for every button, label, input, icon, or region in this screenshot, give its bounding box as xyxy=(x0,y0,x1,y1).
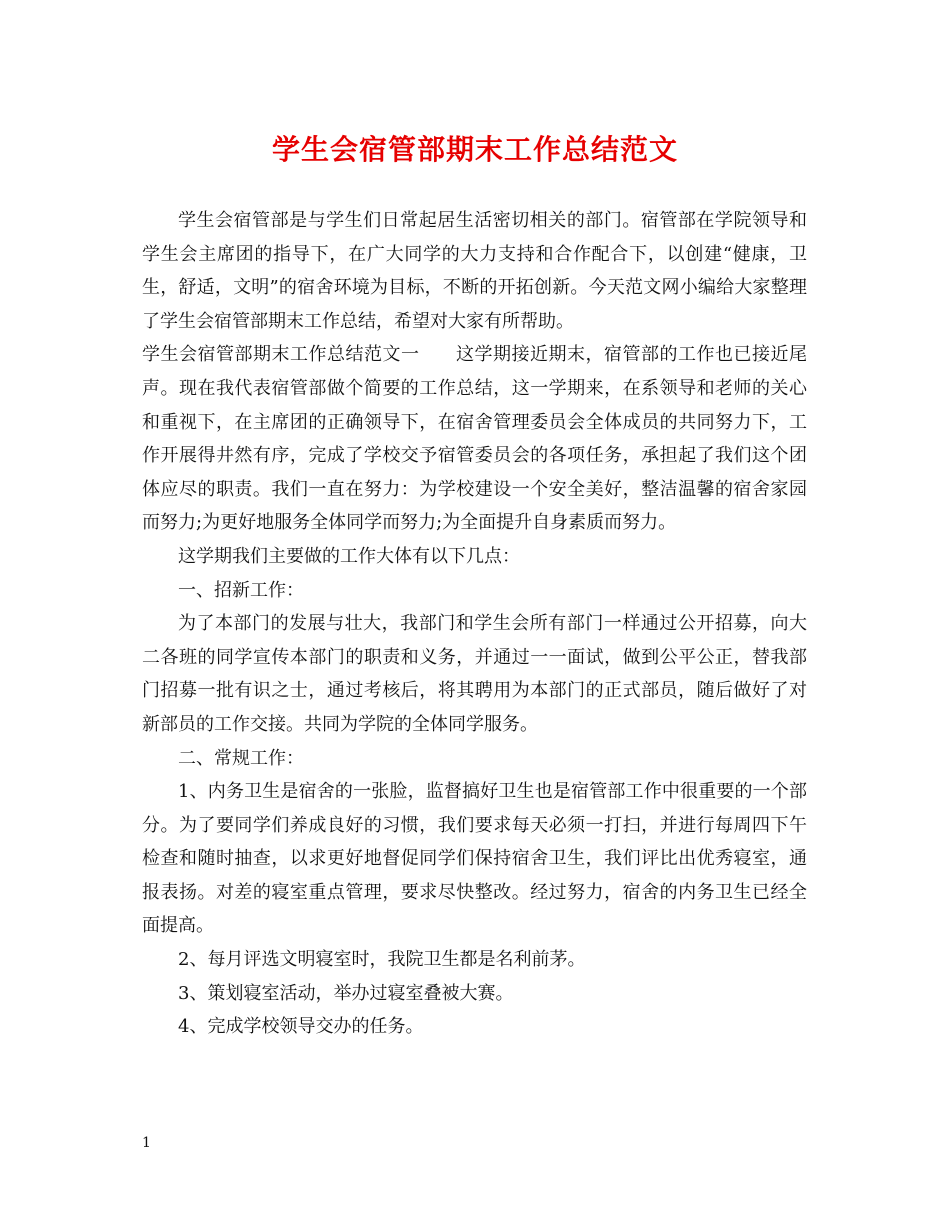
section-heading: 学生会宿管部期末工作总结范文一 xyxy=(142,344,420,366)
section-text: 这学期接近期末，宿管部的工作也已接近尾声。现在我代表宿管部做个简要的工作总结，这一学期来，在系领导和老师的关心和重视下，在主席团的正确领导下，在宿舍管理委员会全体成员的共同努力下，工作开展得井然有序，完成了学校交予宿管委员会的各项任务，承担起了我们这个团体应尽的职责。我们一直在努力：为学校建设一个安全美好，整洁温馨的宿舍家园而努力;为更好地服务全体同学而努力;为全面提升自身素质而努力。 xyxy=(142,344,807,534)
document-body xyxy=(142,204,807,1044)
routine-item-2: 2、每月评选文明寝室时，我院卫生都是名利前茅。 xyxy=(178,949,586,971)
page-number: 1 xyxy=(142,1135,151,1151)
document-title: 学生会宿管部期末工作总结范文 xyxy=(271,133,678,166)
routine-item-3: 3、策划寝室活动，举办过寝室叠被大赛。 xyxy=(178,982,514,1004)
routine-item-4: 4、完成学校领导交办的任务。 xyxy=(178,1016,424,1038)
section-paragraph xyxy=(142,338,807,540)
work-summary-paragraph: 这学期我们主要做的工作大体有以下几点： xyxy=(178,545,520,567)
recruitment-paragraph: 为了本部门的发展与壮大，我部门和学生会所有部门一样通过公开招募，向大二各班的同学宣传本部门的职责和义务，并通过一一面试，做到公平公正，替我部门招募一批有识之士，通过考核后，将其聘用为本部门的正式部员，随后做好了对新部员的工作交接。共同为学院的全体同学服务。 xyxy=(142,613,807,735)
routine-work-heading: 二、常规工作： xyxy=(178,747,304,769)
intro-paragraph: 学生会宿管部是与学生们日常起居生活密切相关的部门。宿管部在学院领导和学生会主席团的指导下，在广大同学的大力支持和合作配合下，以创建“健康，卫生，舒适，文明”的宿舍环境为目标，不断的开拓创新。今天范文网小编给大家整理了学生会宿管部期末工作总结，希望对大家有所帮助。 xyxy=(142,210,807,332)
recruitment-heading: 一、招新工作： xyxy=(178,579,304,601)
routine-item-1: 1、内务卫生是宿舍的一张脸，监督搞好卫生也是宿管部工作中很重要的一个部分。为了要同学们养成良好的习惯，我们要求每天必须一打扫，并进行每周四下午检查和随时抽查，以求更好地督促同学们保持宿舍卫生，我们评比出优秀寝室，通报表扬。对差的寝室重点管理，要求尽快整改。经过努力，宿舍的内务卫生已经全面提高。 xyxy=(142,781,807,937)
